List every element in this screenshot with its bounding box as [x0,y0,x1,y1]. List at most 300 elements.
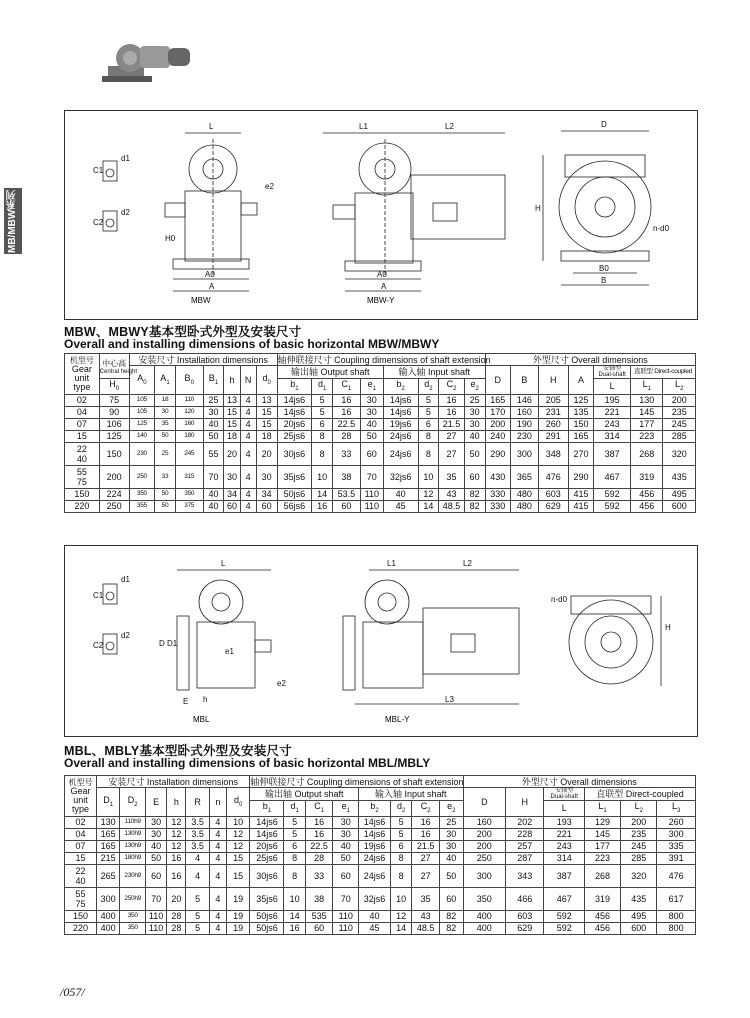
table-cell: 35 [412,887,440,910]
col-header: $L_3$ [657,801,696,817]
table-cell: 40 [203,488,224,500]
table-cell: 125 [129,418,154,430]
table-cell: 6 [284,840,305,852]
table-cell: 365 [511,465,539,488]
direct-coupled-header: 直联型 Direct-coupled [631,366,696,379]
table-cell: 3.5 [186,828,209,840]
table-cell: 21.5 [412,840,440,852]
svg-text:d2: d2 [121,631,130,640]
table-cell: 60 [305,922,333,934]
table-cell: 30 [155,406,176,418]
table-cell: 330 [485,500,510,512]
table-cell: 456 [584,922,620,934]
table-cell: 600 [621,922,657,934]
table-cell: 319 [631,465,663,488]
table-cell: 14js6 [277,406,312,418]
table-row [65,488,696,500]
table-cell: 245 [663,418,696,430]
table-cell: 250 [463,852,506,864]
table-cell: 129 [584,816,620,828]
table-cell: 314 [594,430,631,442]
table-cell: 8 [418,442,439,465]
col-header: h [224,366,240,395]
table-cell: 467 [594,465,631,488]
svg-text:L: L [209,122,214,131]
col-header: $H_0$ [99,379,129,395]
table-cell: 250 [129,465,154,488]
col-header: L [594,379,631,395]
col-header: h [167,788,186,817]
table-row [65,852,696,864]
col-header: $L_2$ [621,801,657,817]
table-cell: 18 [256,430,277,442]
table-cell: 40 [439,852,463,864]
table-cell: 335 [657,840,696,852]
table-cell: 14 [418,500,439,512]
table-cell: 8 [418,430,439,442]
svg-text:e1: e1 [225,647,234,656]
section2-title-en: Overall and installing dimensions of basic horizontal MBL/MBLY [64,756,431,770]
table-cell: 4 [209,852,226,864]
table-cell: 415 [568,500,593,512]
table-cell: 200 [463,828,506,840]
table-cell: 14js6 [359,828,391,840]
table-cell: 4 [209,922,226,934]
table-cell: 40 [333,840,359,852]
table-cell: 15 [224,406,240,418]
table-cell: 6 [312,418,333,430]
table-cell: 177 [584,840,620,852]
table-cell: 4 [209,910,226,922]
table-cell: 25 [155,442,176,465]
svg-text:d2: d2 [121,208,130,217]
table-cell: 28 [333,430,361,442]
svg-text:e2: e2 [265,182,274,191]
col-header: $d_2$ [390,801,411,817]
table-cell: 355 [129,500,154,512]
table-cell: 33 [155,465,176,488]
table-cell: 33 [333,442,361,465]
table-cell: 14 [284,910,305,922]
col-header: B [511,366,539,395]
table-cell: 8 [312,442,333,465]
table-cell: 5 [186,922,209,934]
table-row [65,418,696,430]
svg-text:L1: L1 [359,122,368,131]
col-header: $D_1$ [96,788,119,817]
table-cell: 60 [464,465,485,488]
table-cell: 14js6 [277,394,312,406]
coupling-header: 轴伸联接尺寸 Coupling dimensions of shaft extension [277,354,491,365]
table-cell: 24js6 [383,430,418,442]
table-cell: 224 [99,488,129,500]
table-cell: 10 [312,465,333,488]
table-cell: 16 [167,864,186,887]
table-cell: 27 [412,864,440,887]
table-cell: 202 [506,816,544,828]
table-cell: 348 [538,442,568,465]
table-cell: 4 [186,864,209,887]
table-cell: 235 [621,828,657,840]
col-header: $d_2$ [418,379,439,395]
col-header: $d_1$ [284,801,305,817]
table-cell: 16 [333,406,361,418]
table-cell: 33 [305,864,333,887]
table-cell: 45 [383,500,418,512]
table-cell: 82 [439,910,463,922]
table-cell: 110 [360,500,383,512]
table-cell: 5 [186,910,209,922]
table-cell: 300 [657,828,696,840]
table-cell: 220 [65,922,97,934]
table-cell: 180h9 [120,852,146,864]
dual-shaft-header: 安轴型 Dual-shaft [544,788,584,801]
col-header: $e_1$ [333,801,359,817]
table-cell: 4 [209,828,226,840]
table-cell: 10 [418,465,439,488]
table-cell: 106 [99,418,129,430]
table-row [65,394,696,406]
table-cell: 135 [568,406,593,418]
table-cell: 30js6 [250,864,284,887]
table-cell: 22 40 [65,864,97,887]
table-cell: 200 [621,816,657,828]
table-cell: 250h9 [120,887,146,910]
table-cell: 150 [99,442,129,465]
table-cell: 50 [155,430,176,442]
table-row [65,465,696,488]
table-cell: 160 [511,406,539,418]
table-cell: 467 [544,887,584,910]
col-header: $b_1$ [250,801,284,817]
table-cell: 300 [96,887,119,910]
table-cell: 140 [129,430,154,442]
mbl-dimensions-table [64,775,696,935]
col-header: H [538,366,568,395]
table-cell: 20 [167,887,186,910]
table-cell: 105 [129,406,154,418]
table-cell: 8 [312,430,333,442]
table-cell: 320 [663,442,696,465]
table-cell: 205 [538,394,568,406]
table-cell: 350 [175,488,203,500]
svg-text:d1: d1 [121,154,130,163]
fig-label-mbl: MBL [193,715,210,724]
table-cell: 495 [663,488,696,500]
table-cell: 16 [412,828,440,840]
table-cell: 55 75 [65,465,100,488]
svg-text:n-d0: n-d0 [653,224,670,233]
col-header: $D_2$ [120,788,146,817]
table-cell: 12 [167,828,186,840]
table-cell: 35js6 [277,465,312,488]
table-cell: 19 [226,910,250,922]
table-cell: 30 [360,394,383,406]
table-cell: 476 [538,465,568,488]
table-cell: 4 [209,816,226,828]
table-cell: 5 [418,394,439,406]
svg-text:C2: C2 [93,641,104,650]
col-header: $C_2$ [439,379,464,395]
model-header: 机型号 Gear unit type [65,776,97,817]
table-cell: 243 [544,840,584,852]
table-cell: 5 [312,394,333,406]
table-cell: 82 [464,488,485,500]
table-cell: 34 [256,488,277,500]
table-cell: 5 [186,887,209,910]
table-cell: 56js6 [277,500,312,512]
table-cell: 110 [360,488,383,500]
table-cell: 320 [621,864,657,887]
table-cell: 28 [305,852,333,864]
table-cell: 22.5 [305,840,333,852]
col-header: $d_0$ [256,366,277,395]
table-cell: 480 [511,500,539,512]
table-cell: 27 [412,852,440,864]
table-cell: 110 [333,910,359,922]
table-cell: 314 [544,852,584,864]
table-cell: 19js6 [359,840,391,852]
col-header: D [485,366,510,395]
table-cell: 16 [305,816,333,828]
table-cell: 40 [383,488,418,500]
table-cell: 287 [506,852,544,864]
table-cell: 8 [390,852,411,864]
table-cell: 265 [96,864,119,887]
table-cell: 200 [663,394,696,406]
table-cell: 19js6 [383,418,418,430]
table-cell: 07 [65,418,100,430]
table-row [65,910,696,922]
table-cell: 110 [145,910,166,922]
table-cell: 220 [65,500,100,512]
table-cell: 27 [439,430,464,442]
table-cell: 535 [305,910,333,922]
table-cell: 130h9 [120,828,146,840]
table-cell: 90 [99,406,129,418]
table-cell: 4 [240,418,256,430]
table-cell: 120 [175,406,203,418]
table-cell: 290 [485,442,510,465]
table-cell: 300 [511,442,539,465]
table-row [65,406,696,418]
table-cell: 195 [594,394,631,406]
fig-label-mbwy: MBW-Y [367,296,395,305]
table-cell: 18 [224,430,240,442]
table-cell: 25js6 [277,430,312,442]
mbw-dimensions-table [64,353,696,513]
col-header: $b_1$ [277,379,312,395]
table-cell: 75 [99,394,129,406]
table-cell: 180 [175,430,203,442]
fig-label-mbly: MBL-Y [385,715,410,724]
col-header: $C_1$ [305,801,333,817]
table-cell: 50 [145,852,166,864]
table-cell: 300 [463,864,506,887]
table-cell: 15 [226,864,250,887]
table-cell: 82 [464,500,485,512]
table-cell: 60 [333,500,361,512]
col-header: A [568,366,593,395]
table-cell: 4 [240,442,256,465]
table-cell: 6 [418,418,439,430]
table-cell: 20js6 [250,840,284,852]
table-cell: 177 [631,418,663,430]
table-cell: 13 [224,394,240,406]
table-cell: 257 [506,840,544,852]
table-cell: 125 [99,430,129,442]
table-cell: 38 [305,887,333,910]
table-cell: 235 [663,406,696,418]
table-cell: 160 [463,816,506,828]
table-cell: 600 [663,500,696,512]
table-cell: 4 [186,852,209,864]
col-header: $B_0$ [175,366,203,395]
table-cell: 8 [284,852,305,864]
table-cell: 110 [145,922,166,934]
coupling-header: 轴伸联接尺寸 Coupling dimensions of shaft extension [250,776,464,787]
table-cell: 8 [284,864,305,887]
table-row [65,430,696,442]
table-cell: 50js6 [250,922,284,934]
table-cell: 30 [439,828,463,840]
table-cell: 16 [439,406,464,418]
table-cell: 82 [439,922,463,934]
table-cell: 230h9 [120,864,146,887]
svg-text:L3: L3 [445,695,454,704]
table-cell: 50 [155,500,176,512]
table-cell: 32js6 [359,887,391,910]
table-cell: 145 [584,828,620,840]
input-shaft-header: 输入轴 Input shaft [383,366,485,379]
table-cell: 20 [224,442,240,465]
table-cell: 3.5 [186,840,209,852]
table-cell: 315 [175,465,203,488]
table-cell: 125 [568,394,593,406]
table-cell: 40 [360,418,383,430]
fig-label-mbw: MBW [191,296,211,305]
table-cell: 5 [312,406,333,418]
table-cell: 5 [284,828,305,840]
table-cell: 18 [155,394,176,406]
table-cell: 592 [594,500,631,512]
col-header: L [544,801,584,817]
center-height-header: 中心高 Central height [99,354,129,379]
table-cell: 19 [226,922,250,934]
table-cell: 25 [464,394,485,406]
table-cell: 110 [333,922,359,934]
table-cell: 30 [464,418,485,430]
table-cell: 495 [621,910,657,922]
table-cell: 110 [175,394,203,406]
table-cell: 130 [631,394,663,406]
table-cell: 4 [209,887,226,910]
table-cell: 476 [657,864,696,887]
table-cell: 20js6 [277,418,312,430]
table-cell: 16 [312,500,333,512]
table-cell: 24js6 [359,852,391,864]
table-cell: 800 [657,910,696,922]
svg-text:A: A [381,282,387,291]
table-cell: 35 [439,465,464,488]
model-header: 机型号 Gear unit type [65,354,100,395]
table-cell: 60 [145,864,166,887]
table-cell: 12 [167,816,186,828]
table-cell: 16 [439,394,464,406]
svg-text:H: H [665,623,671,632]
col-header: $A_0$ [129,366,154,395]
table-cell: 30js6 [277,442,312,465]
table-cell: 223 [584,852,620,864]
table-cell: 4 [209,864,226,887]
table-row [65,828,696,840]
table-row [65,922,696,934]
col-header: $e_1$ [360,379,383,395]
table-cell: 290 [568,465,593,488]
table-cell: 268 [631,442,663,465]
table-cell: 70 [360,465,383,488]
mbl-drawing-panel [64,545,698,737]
table-cell: 592 [544,922,584,934]
svg-text:L: L [221,559,226,568]
table-cell: 12 [390,910,411,922]
table-cell: 400 [96,922,119,934]
page-number: /057/ [60,985,85,999]
col-header: $L_1$ [631,379,663,395]
table-cell: 629 [506,922,544,934]
table-cell: 800 [657,922,696,934]
table-cell: 70 [145,887,166,910]
table-cell: 04 [65,406,100,418]
table-cell: 22.5 [333,418,361,430]
table-cell: 30 [256,465,277,488]
install-header: 安装尺寸 Installation dimensions [129,354,277,366]
svg-text:B: B [601,276,607,285]
table-cell: 375 [175,500,203,512]
install-header: 安装尺寸 Installation dimensions [96,776,249,788]
table-cell: 70 [203,465,224,488]
table-cell: 223 [631,430,663,442]
svg-text:D1: D1 [167,639,178,648]
svg-text:e2: e2 [277,679,286,688]
table-cell: 50 [203,430,224,442]
table-cell: 387 [544,864,584,887]
table-cell: 12 [226,840,250,852]
table-cell: 603 [506,910,544,922]
table-cell: 4 [240,465,256,488]
table-cell: 55 75 [65,887,97,910]
table-cell: 150 [65,910,97,922]
table-cell: 30 [224,465,240,488]
col-header: $A_1$ [155,366,176,395]
table-cell: 10 [390,887,411,910]
table-cell: 15 [65,852,97,864]
col-header: $B_1$ [203,366,224,395]
svg-text:L2: L2 [463,559,472,568]
table-cell: 250 [99,500,129,512]
table-cell: 350 [463,887,506,910]
mbw-drawing-panel [64,110,698,320]
table-cell: 10 [284,887,305,910]
table-cell: 16 [412,816,440,828]
table-cell: 40 [359,910,391,922]
input-shaft-header: 输入轴 Input shaft [359,788,463,801]
table-cell: 28 [167,910,186,922]
mbl-technical-drawing [65,546,697,736]
table-cell: 260 [657,816,696,828]
table-cell: 27 [439,442,464,465]
col-header: n [209,788,226,817]
